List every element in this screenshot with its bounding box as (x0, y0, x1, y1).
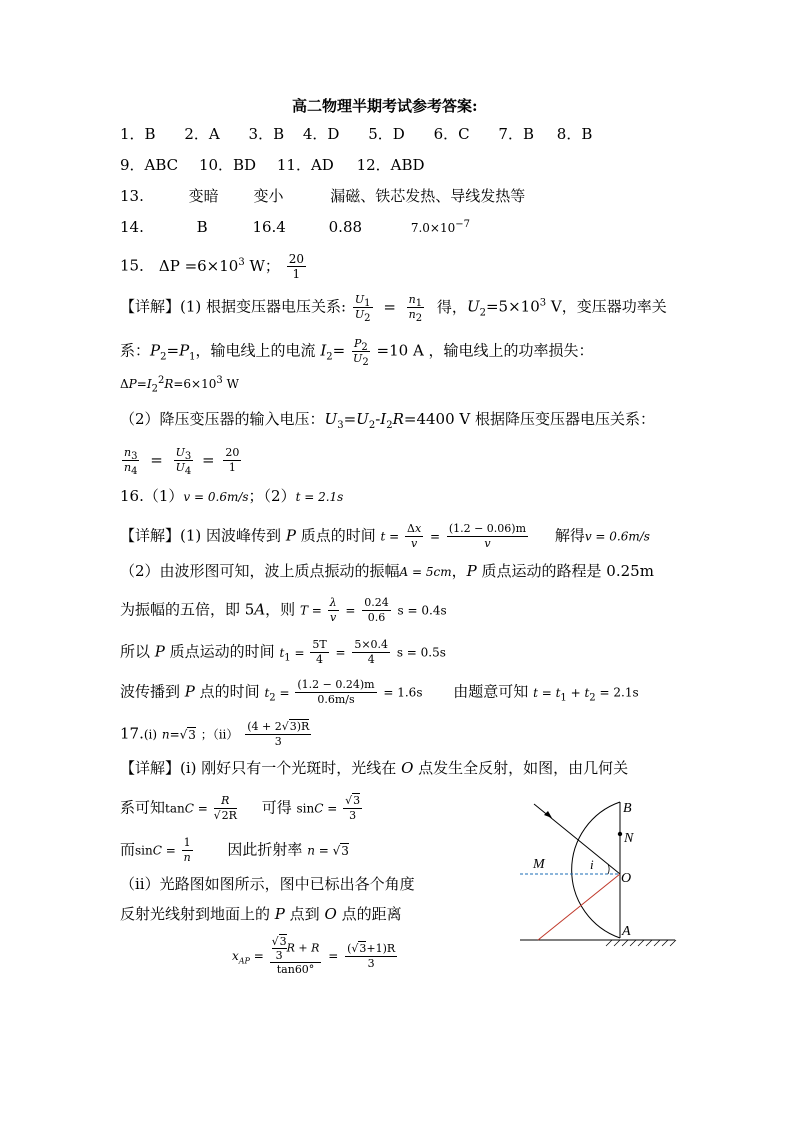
answers-row-2 (120, 155, 425, 175)
sin-c-fraction: $\frac{1}{n}$ (183, 836, 191, 864)
answer-6: 6．C (433, 125, 470, 143)
q16-period-fraction: $\frac{0.24}{0.6}$ (364, 596, 389, 624)
tan-c-fraction: $\frac{R}{√2R}$ (213, 794, 237, 822)
q16-line: 16.（1）v = 0.6m/s；（2）t = 2.1s (120, 487, 344, 505)
q13-number: 13. (120, 187, 144, 205)
semicircle-arc (572, 802, 620, 938)
q13-line (120, 186, 525, 206)
xap-result: $\frac{(√3+1)R}{3}$ (347, 941, 396, 970)
q14-line (120, 217, 470, 238)
angle-arc (608, 864, 609, 874)
answer-9: 9．ABC (120, 156, 179, 174)
ratio-20-1: $\frac{20}{1}$ (225, 446, 240, 474)
q16-detail-line-2: （2）由波形图可知，波上质点振动的振幅A = 5cm，P 质点运动的路程是 0.25m (120, 562, 654, 580)
q17-answer-2: $\frac{(4 + 2√3)R}{3}$ (247, 720, 310, 748)
answer-3: 3．B (248, 125, 285, 143)
n1-over-n2: $\frac{n_1}{n_2}$ (408, 293, 423, 325)
q17-detail-line-5: 反射光线射到地面上的 P 点到 O 点的距离 (120, 905, 402, 923)
q16-answer-1: v = 0.6m/s (183, 490, 249, 504)
optics-diagram (510, 790, 680, 950)
detail-label: 【详解】 (120, 297, 181, 316)
reflected-ray (538, 874, 620, 940)
q16-number: 16. (120, 487, 144, 505)
label-a: A (622, 924, 631, 939)
answer-5: 5．D (368, 125, 405, 143)
p2-over-u2: $\frac{P_2}{U_2}$ (353, 337, 369, 369)
page-title: 高二物理半期考试参考答案: (292, 97, 478, 115)
label-m: M (533, 857, 545, 872)
q15-detail-line-1: 【详解】(1) 根据变压器电压关系: $\frac{U_1}{U_2}$ = $\frac{n_1}{n_2}$ 得，$U_2=5\times 10^3$ V，变压器功率关 (120, 293, 667, 325)
q16-detail-line-5: 波传播到 P 点的时间 $t_2$ = $\frac{(1.2 - 0.24)m}{0.6m/s}$ = 1.6s 由题意可知 $t = t_1 + t_2 = 2.1s$ (120, 678, 639, 706)
label-i: i (590, 857, 594, 872)
q15-number: 15． (120, 256, 155, 275)
u1-over-u2: $\frac{U_1}{U_2}$ (354, 293, 371, 325)
q16-detail-line-4: 所以 P 质点运动的时间 $t_1$ = $\frac{5T}{4}$ = $\frac{5\times 0.4}{4}$ s = 0.5s (120, 638, 446, 666)
answers-row-1 (120, 124, 592, 144)
q17-detail-line-2: 系可知tanC = $\frac{R}{√2R}$ 可得 sinC = $\frac{√3}{3}$ (120, 794, 361, 822)
q17-line: 17.(i) n=√3 ；（ii） $\frac{(4 + 2√3)R}{3}$ (120, 720, 310, 748)
n3-over-n4: $\frac{n_3}{n_4}$ (124, 446, 138, 478)
answer-7: 7．B (498, 125, 534, 143)
q16-detail-line-3: 为振幅的五倍，即 5A，则 T = $\frac{\lambda}{v}$ = $\frac{0.24}{0.6}$ s = 0.4s (120, 596, 447, 624)
sin-c-result: $\frac{√3}{3}$ (345, 794, 361, 822)
q16-5t-over-4: $\frac{5T}{4}$ (312, 638, 327, 666)
q15-ratio: $\frac{20}{1}$ (288, 252, 304, 281)
q14-answer-b: 16.4 (252, 218, 286, 236)
q14-number: 14. (120, 218, 144, 236)
answer-11: 11．AD (276, 156, 334, 174)
q17-number: 17. (120, 724, 144, 743)
q15-detail-line-2: 系：$P_2=P_1$，输电线上的电流 $I_2=$ $\frac{P_2}{U_2}$ =10 A ，输电线上的功率损失： (120, 337, 594, 369)
q15-answer: $\Delta P =6\times 10^3$ W； (158, 256, 280, 275)
q14-answer-d: $7.0\times 10^{-7}$ (410, 219, 470, 235)
dx-over-v: $\frac{\Delta x}{v}$ (407, 522, 422, 550)
q15-line (120, 252, 308, 281)
answer-8: 8．B (556, 125, 593, 143)
q14-answer-a: B (196, 218, 208, 236)
q16-5x04-over-4: $\frac{5\times 0.4}{4}$ (354, 638, 389, 666)
q17-final-formula: $x_{AP}$ = $\frac{√3}{3}$ R + R tan60° = $\frac{(√3+1)R}{3}$ (232, 935, 396, 976)
q17-detail-line-3: 而sinC = $\frac{1}{n}$ 因此折射率 n = √3 (120, 836, 349, 864)
q13-answer-c: 漏磁、铁芯发热、导线发热等 (330, 187, 526, 205)
answer-4: 4．D (302, 125, 340, 143)
q16-detail-line-1: 【详解】(1) 因波峰传到 P 质点的时间 t = $\frac{\Delta x}{v}$ = $\frac{(1.2 - 0.06)m}{v}$ 解得v = 0.6m/s (120, 522, 650, 550)
answer-2: 2．A (184, 125, 220, 143)
u3-over-u4: $\frac{U_3}{U_4}$ (175, 446, 192, 478)
answer-10: 10．BD (198, 156, 257, 174)
xap-fraction: $\frac{√3}{3}$ R + R tan60° (271, 935, 320, 976)
q15-detail-line-4: （2）降压变压器的输入电压：$U_3=U_2-I_2R=4400$ V 根据降压变压器电压关系： (120, 410, 655, 431)
q16-propagation-fraction: $\frac{(1.2 - 0.24)m}{0.6m/s}$ (297, 678, 375, 706)
answer-12: 12．ABD (356, 156, 425, 174)
q15-detail-line-3: $\Delta P=I_2^2R=6\times 10^3$ W (120, 375, 239, 395)
label-b: B (623, 801, 632, 816)
q13-answer-b: 变小 (253, 187, 284, 205)
ground-hatching (606, 940, 676, 946)
answer-1: 1．B (120, 125, 156, 143)
q15-detail-line-5: $\frac{n_3}{n_4}$ = $\frac{U_3}{U_4}$ = $\frac{20}{1}$ (124, 446, 240, 478)
point-n-dot (618, 832, 622, 836)
q13-answer-a: 变暗 (188, 187, 219, 205)
q16-time-fraction: $\frac{(1.2 - 0.06)m}{v}$ (448, 522, 527, 550)
q17-detail-line-1: 【详解】(i) 刚好只有一个光斑时，光线在 O 点发生全反射，如图，由几何关 (120, 759, 629, 777)
q16-answer-2: t = 2.1s (295, 490, 344, 504)
label-n: N (624, 831, 634, 846)
q14-answer-c: 0.88 (328, 218, 363, 236)
q17-detail-line-4: （ii）光路图如图所示，图中已标出各个角度 (120, 875, 415, 893)
lambda-over-v: $\frac{\lambda}{v}$ (329, 596, 337, 624)
ray-arrow-icon (544, 811, 552, 818)
label-o: O (621, 871, 632, 886)
